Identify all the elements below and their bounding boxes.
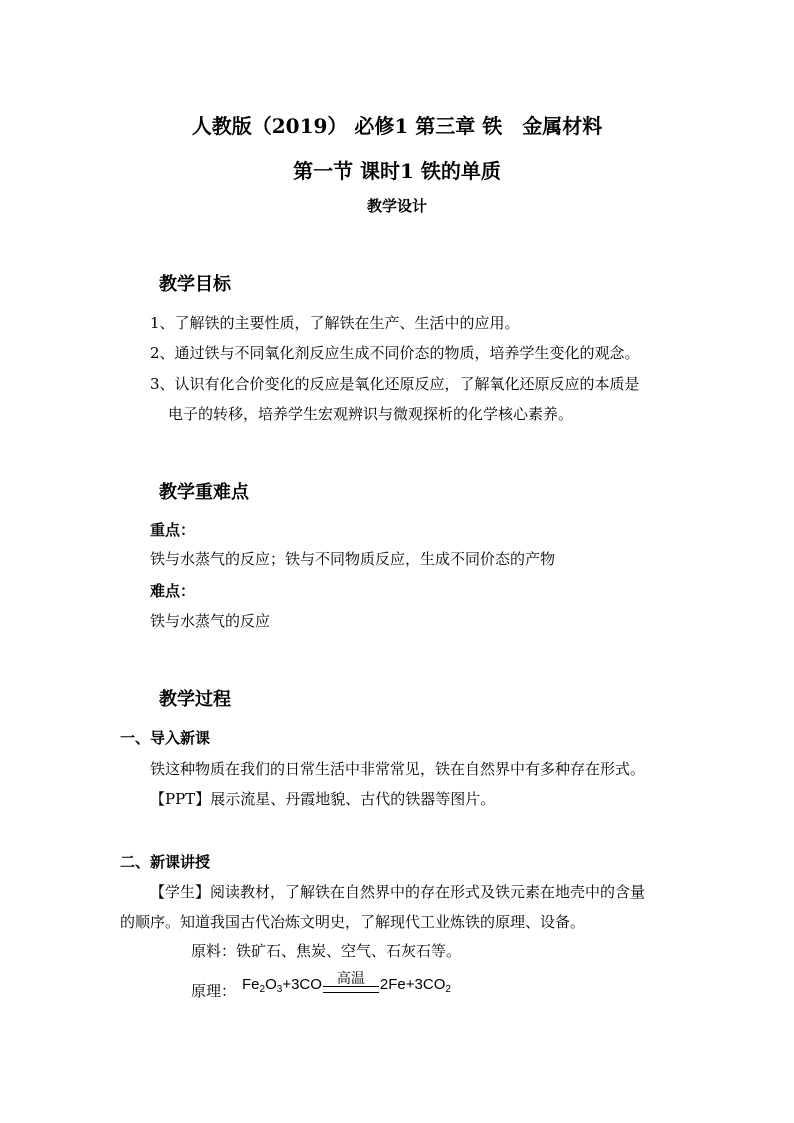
goals-heading: 教学目标: [159, 274, 231, 295]
formula-sub: 2: [445, 984, 451, 995]
hard-text: 铁与水蒸气的反应: [150, 612, 271, 630]
section2-para2: 的顺序。知道我国古代冶炼文明史，了解现代工业炼铁的原理、设备。: [120, 913, 586, 931]
key-label: 重点：: [150, 521, 196, 539]
raw-materials: 原料：铁矿石、焦炭、空气、石灰石等。: [191, 942, 462, 960]
key-text: 铁与水蒸气的反应；铁与不同物质反应，生成不同价态的产物: [150, 550, 556, 568]
goal-item-1: 1、了解铁的主要性质，了解铁在生产、生活中的应用。: [150, 314, 520, 332]
section2-title: 二、新课讲授: [120, 853, 211, 871]
formula-sub: 2: [259, 984, 266, 995]
principle-label: 原理：: [191, 982, 237, 1000]
keypoints-heading: 教学重难点: [159, 482, 249, 503]
formula-reactant-co: +3CO: [282, 976, 322, 993]
section1-title: 一、导入新课: [120, 729, 211, 747]
document-title: 人教版（2019） 必修1 第三章 铁 金属材料: [191, 114, 603, 138]
equals-sign: [323, 986, 379, 993]
formula-sub: 3: [276, 984, 283, 995]
formula-fe: Fe: [242, 976, 260, 993]
chemical-equation: [242, 972, 451, 995]
formula-product-co2: +3CO: [405, 976, 446, 993]
goal-item-3: 3、认识有化合价变化的反应是氧化还原反应，了解氧化还原反应的本质是: [150, 375, 640, 393]
goal-item-2: 2、通过铁与不同氧化剂反应生成不同价态的物质，培养学生变化的观念。: [150, 344, 640, 362]
goal-item-3-cont: 电子的转移，培养学生宏观辨识与微观探析的化学核心素养。: [168, 405, 574, 423]
section2-para1: 【学生】阅读教材，了解铁在自然界中的存在形式及铁元素在地壳中的含量: [150, 883, 646, 901]
section1-para2: 【PPT】展示流星、丹霞地貌、古代的铁器等图片。: [150, 790, 496, 808]
hard-label: 难点：: [150, 582, 196, 600]
condition-label: 高温: [336, 971, 365, 987]
reaction-condition: [323, 972, 379, 995]
doc-type-label: 教学设计: [366, 197, 427, 215]
formula-o: O: [265, 976, 277, 993]
process-heading: 教学过程: [159, 689, 231, 710]
formula-product-fe: 2Fe: [379, 976, 406, 993]
section1-para1: 铁这种物质在我们的日常生活中非常常见，铁在自然界中有多种存在形式。: [150, 760, 646, 778]
lesson-title: 第一节 课时1 铁的单质: [293, 159, 501, 183]
